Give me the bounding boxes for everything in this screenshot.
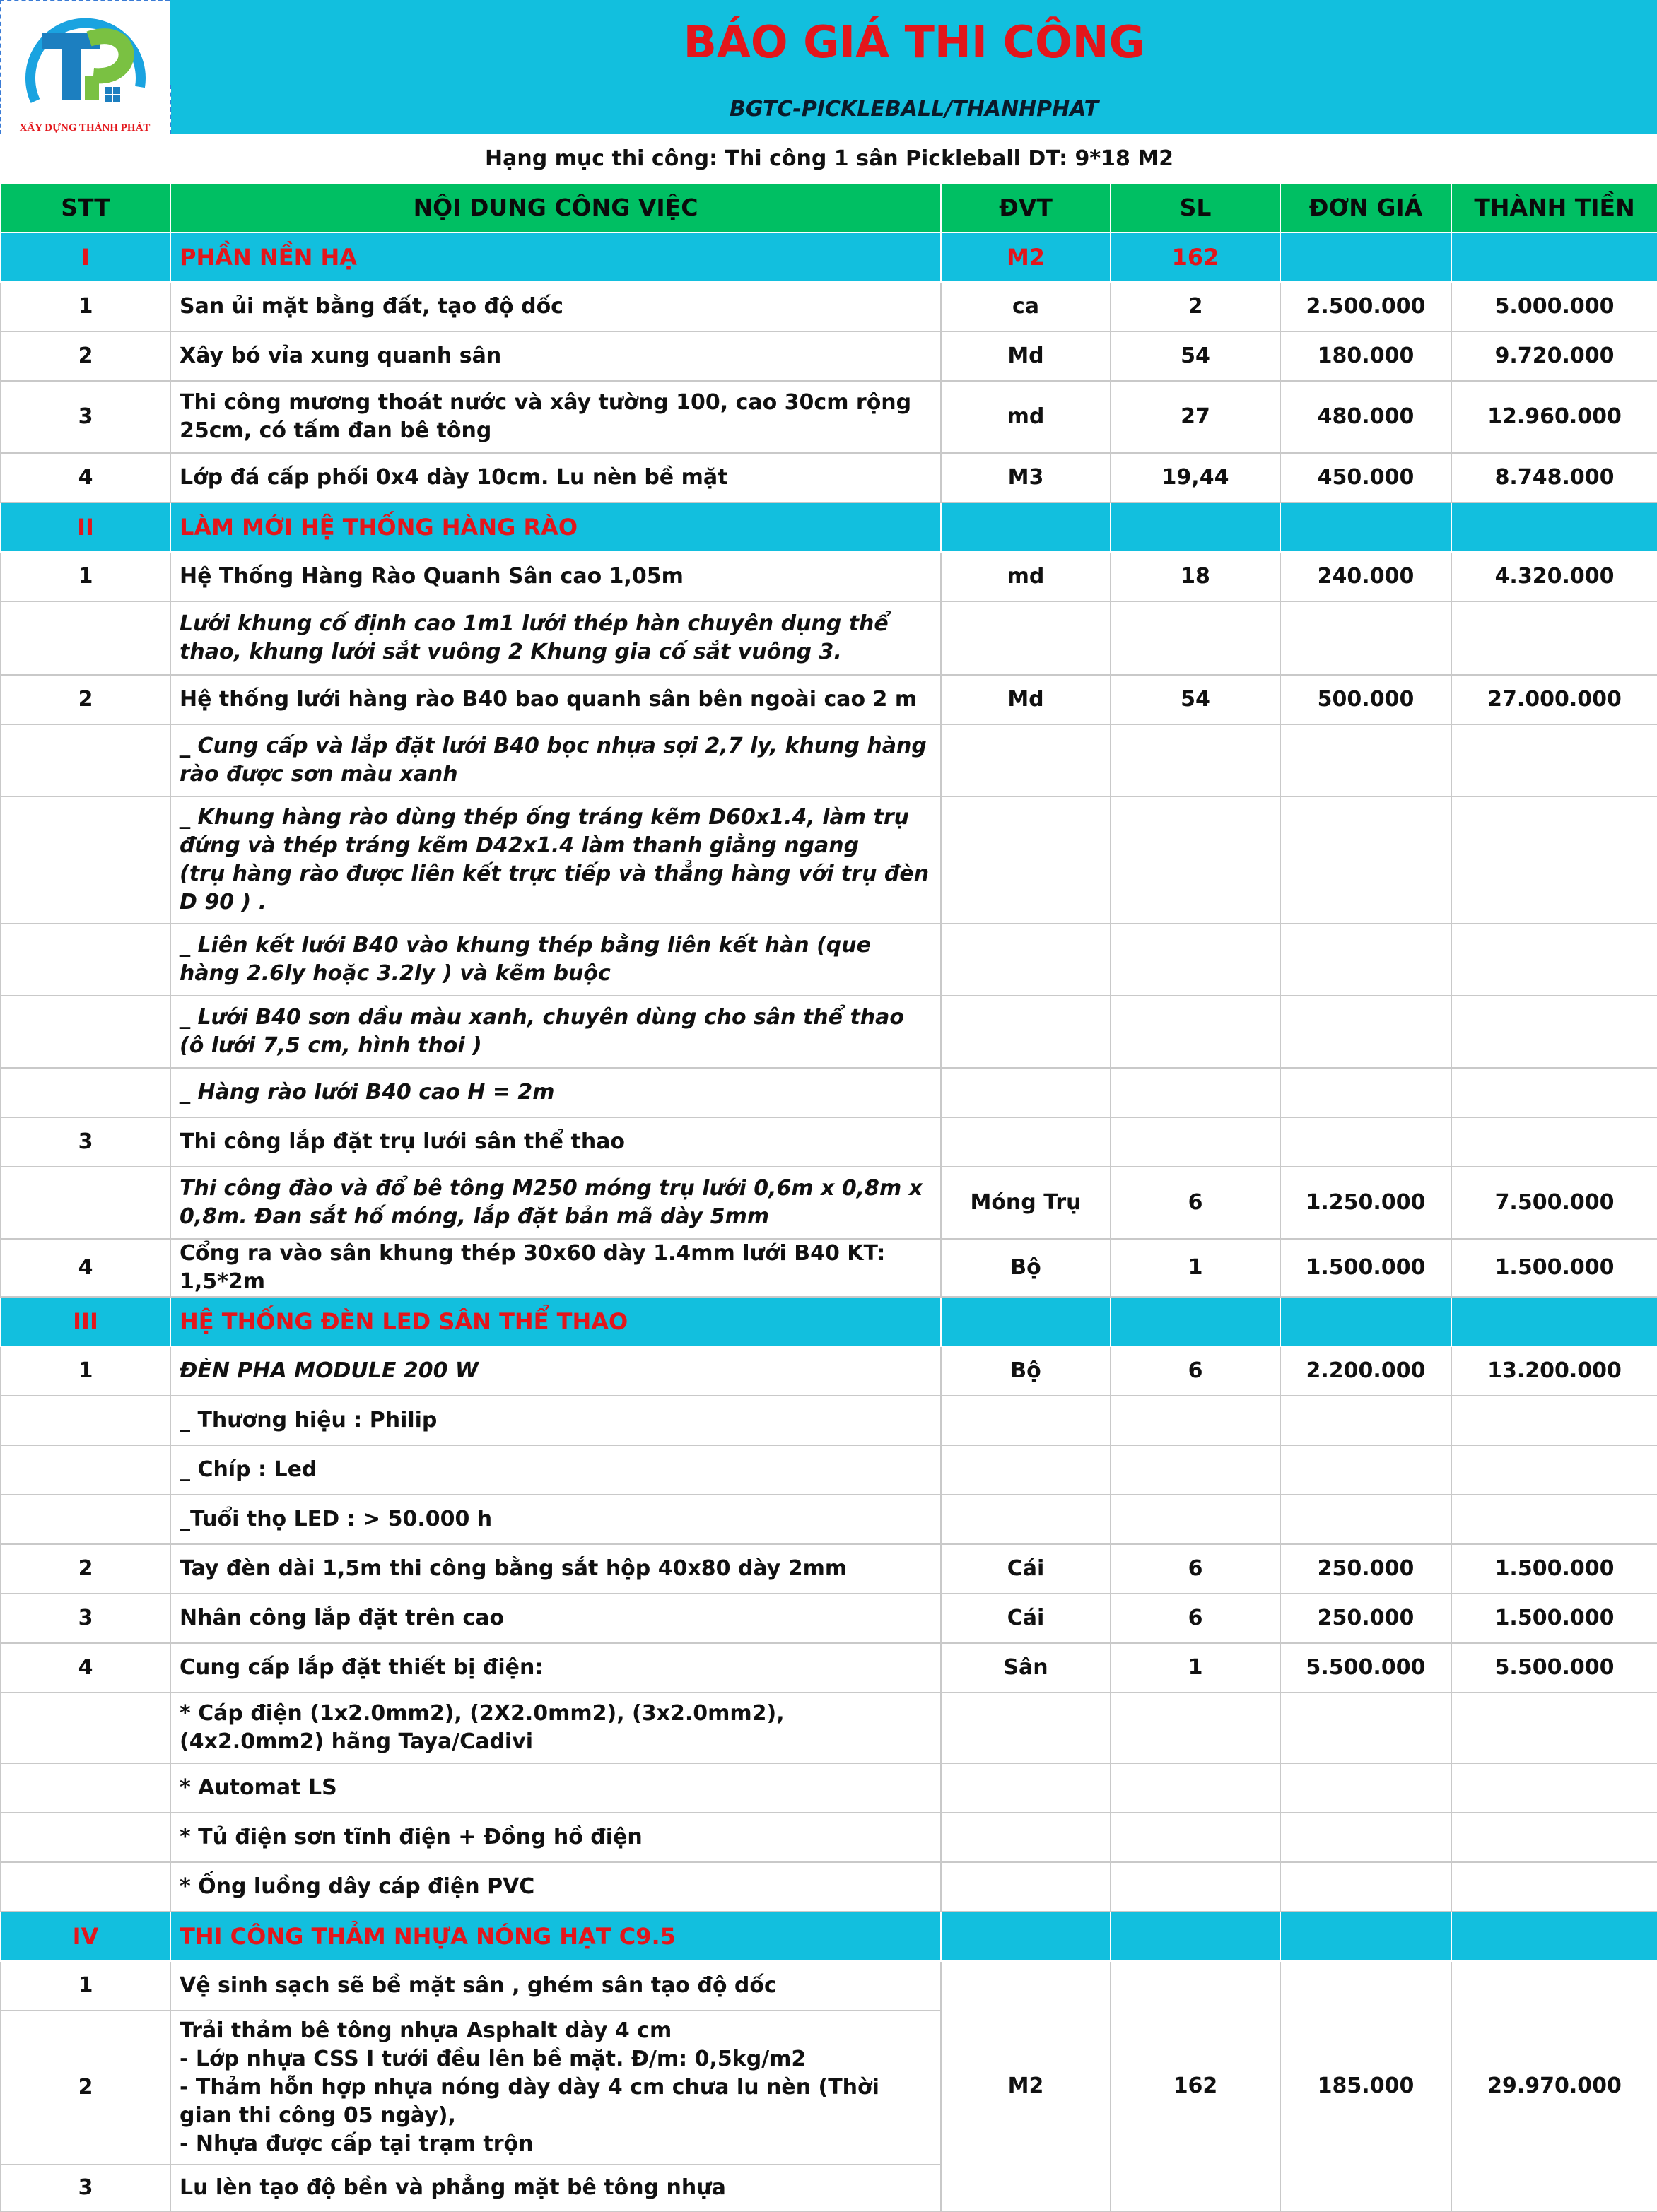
- cell-content: _ Liên kết lưới B40 vào khung thép bằng liên kết hàn (que hàng 2.6ly hoặc 3.2ly ) và kẽm buộc: [170, 924, 941, 996]
- cell-stt: I: [1, 233, 170, 282]
- table-row: [1, 996, 1657, 1068]
- cell-price: [1280, 1445, 1451, 1495]
- cell-unit: Cái: [941, 1594, 1111, 1643]
- cell-total: [1451, 1445, 1657, 1495]
- cell-content: _ Chíp : Led: [170, 1445, 941, 1495]
- cell-total: [1451, 1693, 1657, 1763]
- cell-qty: 54: [1111, 331, 1280, 381]
- cell-content: Lưới khung cố định cao 1m1 lưới thép hàn chuyên dụng thể thao, khung lưới sắt vuông 2 Khung gia cố sắt vuông 3.: [170, 601, 941, 675]
- cell-qty: 1: [1111, 1643, 1280, 1693]
- cell-content: Hệ thống lưới hàng rào B40 bao quanh sân bên ngoài cao 2 m: [170, 675, 941, 724]
- cell-price: [1280, 233, 1451, 282]
- cell-unit: [941, 1445, 1111, 1495]
- cell-total: 9.720.000: [1451, 331, 1657, 381]
- cell-content: Trải thảm bê tông nhựa Asphalt dày 4 cm - Lớp nhựa CSS I tưới đều lên bề mặt. Đ/m: 0,5kg/m2 - Thảm hỗn hợp nhựa nóng dày dày 4 cm chưa lu nèn (Thời gian thi công 05 ngày), - Nhựa được cấp tại trạm trộn: [170, 2011, 941, 2165]
- cell-total: [1451, 924, 1657, 996]
- table-row: [1, 675, 1657, 724]
- cell-unit: [941, 1693, 1111, 1763]
- cell-price: [1280, 924, 1451, 996]
- cell-content: Cung cấp lắp đặt thiết bị điện:: [170, 1643, 941, 1693]
- table-row: [1, 1544, 1657, 1594]
- cell-qty: [1111, 1693, 1280, 1763]
- cell-price: [1280, 796, 1451, 924]
- table-row: [1, 1813, 1657, 1862]
- cell-price: 180.000: [1280, 331, 1451, 381]
- cell-total: [1451, 233, 1657, 282]
- cell-stt: IV: [1, 1912, 170, 1961]
- cell-content: _ Thương hiệu : Philip: [170, 1396, 941, 1445]
- cell-total: [1451, 1117, 1657, 1167]
- cell-stt: 3: [1, 381, 170, 453]
- table-row: [1, 1396, 1657, 1445]
- col-header-stt: STT: [1, 183, 170, 233]
- cell-qty: 6: [1111, 1594, 1280, 1643]
- cell-unit: [941, 724, 1111, 796]
- cell-price: 185.000: [1280, 1961, 1451, 2211]
- col-header-unit: ĐVT: [941, 183, 1111, 233]
- table-row: [1, 1117, 1657, 1167]
- cell-price: 450.000: [1280, 453, 1451, 502]
- cell-qty: 162: [1111, 233, 1280, 282]
- cell-price: [1280, 601, 1451, 675]
- cell-qty: 162: [1111, 1961, 1280, 2211]
- cell-content: Lớp đá cấp phối 0x4 dày 10cm. Lu nèn bề mặt: [170, 453, 941, 502]
- cell-stt: 4: [1, 1643, 170, 1693]
- table-row: [1, 1239, 1657, 1297]
- cell-price: 1.250.000: [1280, 1167, 1451, 1239]
- cell-total: [1451, 1068, 1657, 1117]
- cell-content: Cổng ra vào sân khung thép 30x60 dày 1.4mm lưới B40 KT: 1,5*2m: [170, 1239, 941, 1297]
- cell-content: ĐÈN PHA MODULE 200 W: [170, 1346, 941, 1396]
- table-row: [1, 796, 1657, 924]
- cell-total: [1451, 796, 1657, 924]
- table-row: [1, 1862, 1657, 1912]
- cell-price: [1280, 1912, 1451, 1961]
- cell-total: [1451, 601, 1657, 675]
- cell-unit: [941, 1862, 1111, 1912]
- cell-unit: [941, 1117, 1111, 1167]
- cell-unit: [941, 1813, 1111, 1862]
- cell-qty: [1111, 1813, 1280, 1862]
- table-row: [1, 1167, 1657, 1239]
- cell-stt: [1, 1396, 170, 1445]
- cell-total: 13.200.000: [1451, 1346, 1657, 1396]
- cell-price: [1280, 1297, 1451, 1346]
- table-row: [1, 601, 1657, 675]
- cell-qty: 27: [1111, 381, 1280, 453]
- cell-stt: [1, 796, 170, 924]
- section-row: [1, 1297, 1657, 1346]
- table-row: [1, 1961, 1657, 2011]
- cell-total: 29.970.000: [1451, 1961, 1657, 2211]
- cell-qty: [1111, 1068, 1280, 1117]
- cell-unit: Móng Trụ: [941, 1167, 1111, 1239]
- cell-content: * Automat LS: [170, 1763, 941, 1813]
- cell-content: _ Hàng rào lưới B40 cao H = 2m: [170, 1068, 941, 1117]
- cell-qty: [1111, 1396, 1280, 1445]
- cell-total: 27.000.000: [1451, 675, 1657, 724]
- cell-price: 240.000: [1280, 552, 1451, 601]
- cell-total: [1451, 1495, 1657, 1544]
- cell-unit: Bộ: [941, 1239, 1111, 1297]
- cell-unit: [941, 796, 1111, 924]
- cell-content: PHẦN NỀN HẠ: [170, 233, 941, 282]
- cell-stt: [1, 1167, 170, 1239]
- cell-qty: [1111, 724, 1280, 796]
- cell-stt: 2: [1, 331, 170, 381]
- work-item-subtitle: Hạng mục thi công: Thi công 1 sân Pickleball DT: 9*18 M2: [1, 135, 1657, 183]
- cell-stt: [1, 1763, 170, 1813]
- cell-content: * Ống luồng dây cáp điện PVC: [170, 1862, 941, 1912]
- cell-unit: M3: [941, 453, 1111, 502]
- cell-content: THI CÔNG THẢM NHỰA NÓNG HẠT C9.5: [170, 1912, 941, 1961]
- table-row: [1, 1495, 1657, 1544]
- table-row: [1, 1445, 1657, 1495]
- cell-total: 1.500.000: [1451, 1239, 1657, 1297]
- cell-price: [1280, 1396, 1451, 1445]
- cell-price: 5.500.000: [1280, 1643, 1451, 1693]
- cell-unit: [941, 996, 1111, 1068]
- cell-qty: [1111, 1445, 1280, 1495]
- cell-price: [1280, 502, 1451, 552]
- table-row: [1, 552, 1657, 601]
- cell-total: [1451, 1297, 1657, 1346]
- cell-unit: Sân: [941, 1643, 1111, 1693]
- cell-stt: 3: [1, 1594, 170, 1643]
- cell-total: [1451, 1862, 1657, 1912]
- cell-total: [1451, 724, 1657, 796]
- cell-stt: 1: [1, 1346, 170, 1396]
- table-row: [1, 1763, 1657, 1813]
- cell-price: 1.500.000: [1280, 1239, 1451, 1297]
- cell-total: 5.500.000: [1451, 1643, 1657, 1693]
- cell-qty: 6: [1111, 1346, 1280, 1396]
- cell-content: Vệ sinh sạch sẽ bề mặt sân , ghém sân tạo độ dốc: [170, 1961, 941, 2011]
- table-row: [1, 1643, 1657, 1693]
- cell-content: Lu lèn tạo độ bền và phẳng mặt bê tông nhựa: [170, 2165, 941, 2211]
- cell-qty: [1111, 1862, 1280, 1912]
- cell-price: 250.000: [1280, 1544, 1451, 1594]
- cell-price: [1280, 1117, 1451, 1167]
- cell-content: LÀM MỚI HỆ THỐNG HÀNG RÀO: [170, 502, 941, 552]
- cell-content: Thi công đào và đổ bê tông M250 móng trụ lưới 0,6m x 0,8m x 0,8m. Đan sắt hố móng, lắp đặt bản mã dày 5mm: [170, 1167, 941, 1239]
- cell-stt: III: [1, 1297, 170, 1346]
- cell-stt: 4: [1, 453, 170, 502]
- cell-qty: 1: [1111, 1239, 1280, 1297]
- cell-total: [1451, 996, 1657, 1068]
- cell-price: 2.200.000: [1280, 1346, 1451, 1396]
- cell-total: 12.960.000: [1451, 381, 1657, 453]
- cell-price: 2.500.000: [1280, 282, 1451, 331]
- cell-unit: md: [941, 552, 1111, 601]
- table-row: [1, 924, 1657, 996]
- table-header: [1, 183, 1657, 233]
- cell-unit: [941, 1495, 1111, 1544]
- cell-stt: 2: [1, 675, 170, 724]
- cell-unit: ca: [941, 282, 1111, 331]
- cell-total: 1.500.000: [1451, 1544, 1657, 1594]
- cell-unit: M2: [941, 233, 1111, 282]
- cell-total: [1451, 1396, 1657, 1445]
- cell-qty: [1111, 1495, 1280, 1544]
- cell-price: [1280, 1763, 1451, 1813]
- cell-qty: [1111, 924, 1280, 996]
- cell-unit: [941, 1396, 1111, 1445]
- col-header-price: ĐƠN GIÁ: [1280, 183, 1451, 233]
- cell-content: Xây bó vỉa xung quanh sân: [170, 331, 941, 381]
- cell-unit: md: [941, 381, 1111, 453]
- cell-qty: [1111, 796, 1280, 924]
- cell-unit: [941, 502, 1111, 552]
- table-row: [1, 1068, 1657, 1117]
- table-row: [1, 1693, 1657, 1763]
- cell-content: _ Cung cấp và lắp đặt lưới B40 bọc nhựa sợi 2,7 ly, khung hàng rào được sơn màu xanh: [170, 724, 941, 796]
- table-row: [1, 331, 1657, 381]
- cell-qty: [1111, 996, 1280, 1068]
- cell-unit: [941, 924, 1111, 996]
- cell-total: [1451, 1912, 1657, 1961]
- cell-unit: [941, 601, 1111, 675]
- cell-qty: [1111, 502, 1280, 552]
- cell-unit: [941, 1068, 1111, 1117]
- cell-price: [1280, 996, 1451, 1068]
- cell-total: 4.320.000: [1451, 552, 1657, 601]
- table-row: [1, 282, 1657, 331]
- cell-stt: 1: [1, 552, 170, 601]
- cell-price: [1280, 724, 1451, 796]
- cell-content: _ Lưới B40 sơn dầu màu xanh, chuyên dùng cho sân thể thao (ô lưới 7,5 cm, hình thoi ): [170, 996, 941, 1068]
- cell-qty: 6: [1111, 1167, 1280, 1239]
- cell-price: [1280, 1693, 1451, 1763]
- col-header-qty: SL: [1111, 183, 1280, 233]
- cell-qty: [1111, 1297, 1280, 1346]
- cell-price: 500.000: [1280, 675, 1451, 724]
- cell-stt: [1, 1862, 170, 1912]
- cell-stt: 3: [1, 2165, 170, 2211]
- cell-stt: [1, 724, 170, 796]
- cell-content: Thi công mương thoát nước và xây tường 100, cao 30cm rộng 25cm, có tấm đan bê tông: [170, 381, 941, 453]
- cell-qty: 54: [1111, 675, 1280, 724]
- cell-qty: 18: [1111, 552, 1280, 601]
- cell-content: San ủi mặt bằng đất, tạo độ dốc: [170, 282, 941, 331]
- cell-content: _Tuổi thọ LED : > 50.000 h: [170, 1495, 941, 1544]
- cell-unit: [941, 1912, 1111, 1961]
- cell-content: Thi công lắp đặt trụ lưới sân thể thao: [170, 1117, 941, 1167]
- cell-unit: Md: [941, 675, 1111, 724]
- cell-stt: 4: [1, 1239, 170, 1297]
- cell-stt: [1, 1068, 170, 1117]
- cell-stt: 2: [1, 1544, 170, 1594]
- cell-content: * Cáp điện (1x2.0mm2), (2X2.0mm2), (3x2.0mm2), (4x2.0mm2) hãng Taya/Cadivi: [170, 1693, 941, 1763]
- logo-cell: [1, 1, 170, 135]
- table-row: [1, 1346, 1657, 1396]
- cell-total: [1451, 1763, 1657, 1813]
- cell-total: [1451, 502, 1657, 552]
- cell-unit: [941, 1763, 1111, 1813]
- cell-content: Nhân công lắp đặt trên cao: [170, 1594, 941, 1643]
- cell-unit: M2: [941, 1961, 1111, 2211]
- cell-content: Tay đèn dài 1,5m thi công bằng sắt hộp 40x80 dày 2mm: [170, 1544, 941, 1594]
- cell-qty: 19,44: [1111, 453, 1280, 502]
- cell-unit: Bộ: [941, 1346, 1111, 1396]
- cell-stt: [1, 996, 170, 1068]
- document-code: BGTC-PICKLEBALL/THANHPHAT: [170, 84, 1657, 135]
- cell-total: 5.000.000: [1451, 282, 1657, 331]
- cell-total: 1.500.000: [1451, 1594, 1657, 1643]
- cell-qty: [1111, 1912, 1280, 1961]
- page-title: BÁO GIÁ THI CÔNG: [170, 1, 1657, 84]
- table-row: [1, 724, 1657, 796]
- section-row: [1, 233, 1657, 282]
- cell-total: 8.748.000: [1451, 453, 1657, 502]
- cell-stt: [1, 1813, 170, 1862]
- cell-content: * Tủ điện sơn tĩnh điện + Đồng hồ điện: [170, 1813, 941, 1862]
- cell-stt: [1, 1445, 170, 1495]
- col-header-total: THÀNH TIỀN: [1451, 183, 1657, 233]
- cell-content: HỆ THỐNG ĐÈN LED SÂN THỂ THAO: [170, 1297, 941, 1346]
- cell-content: Hệ Thống Hàng Rào Quanh Sân cao 1,05m: [170, 552, 941, 601]
- col-header-content: NỘI DUNG CÔNG VIỆC: [170, 183, 941, 233]
- cell-stt: 1: [1, 282, 170, 331]
- cell-stt: [1, 924, 170, 996]
- cell-stt: II: [1, 502, 170, 552]
- cell-price: [1280, 1813, 1451, 1862]
- logo-text: XÂY DỰNG THÀNH PHÁT: [19, 122, 151, 134]
- table-row: [1, 1594, 1657, 1643]
- cell-unit: Cái: [941, 1544, 1111, 1594]
- cell-unit: [941, 1297, 1111, 1346]
- cell-stt: [1, 1495, 170, 1544]
- cell-total: [1451, 1813, 1657, 1862]
- cell-qty: [1111, 601, 1280, 675]
- cell-stt: 2: [1, 2011, 170, 2165]
- company-logo: [1, 2, 168, 134]
- cell-stt: 3: [1, 1117, 170, 1167]
- cell-qty: [1111, 1763, 1280, 1813]
- cell-stt: [1, 1693, 170, 1763]
- cell-unit: Md: [941, 331, 1111, 381]
- cell-price: [1280, 1862, 1451, 1912]
- cell-qty: [1111, 1117, 1280, 1167]
- cell-price: [1280, 1495, 1451, 1544]
- cell-stt: 1: [1, 1961, 170, 2011]
- cell-qty: 6: [1111, 1544, 1280, 1594]
- cell-stt: [1, 601, 170, 675]
- cell-total: 7.500.000: [1451, 1167, 1657, 1239]
- cell-content: _ Khung hàng rào dùng thép ống tráng kẽm D60x1.4, làm trụ đứng và thép tráng kẽm D42x1.4 làm thanh giằng ngang (trụ hàng rào được liên kết trực tiếp và thẳng hàng với trụ đèn D 90 ) .: [170, 796, 941, 924]
- cell-price: [1280, 1068, 1451, 1117]
- cell-price: 480.000: [1280, 381, 1451, 453]
- section-row: [1, 502, 1657, 552]
- cell-qty: 2: [1111, 282, 1280, 331]
- cell-price: 250.000: [1280, 1594, 1451, 1643]
- table-row: [1, 453, 1657, 502]
- table-row: [1, 381, 1657, 453]
- section-row: [1, 1912, 1657, 1961]
